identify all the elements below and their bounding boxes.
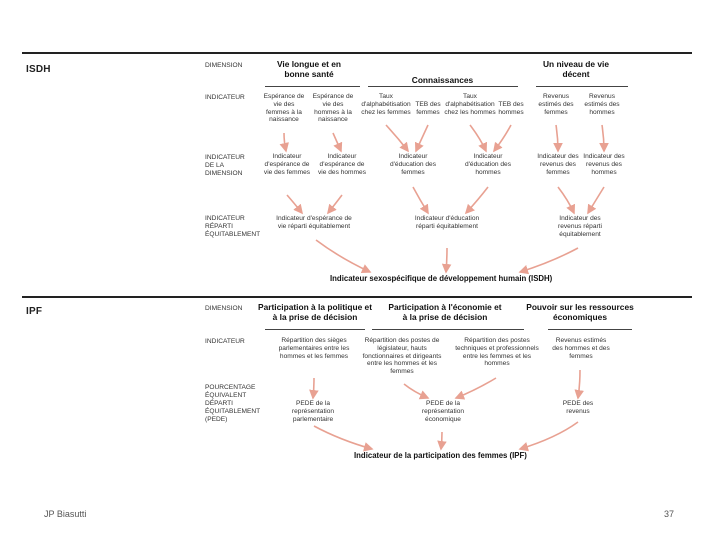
isdh-indicator-teb-hommes: TEB des hommes — [498, 101, 524, 116]
isdh-row-indicateur: INDICATEUR — [205, 94, 245, 101]
isdh-equal-esperance: Indicateur d'espérance de vie réparti équitablement — [276, 215, 352, 230]
isdh-section-label: ISDH — [26, 64, 51, 75]
isdh-indicator-alpha-hommes: Taux d'alphabétisation chez les hommes — [444, 93, 496, 116]
ipf-row-indicateur: INDICATEUR — [205, 338, 245, 345]
isdh-indicator-alpha-femmes: Taux d'alphabétisation chez les femmes — [361, 93, 411, 116]
isdh-row-indicateur-dimension: INDICATEUR DE LA DIMENSION — [205, 154, 245, 177]
isdh-final-indicator: Indicateur sexospécifique de développement humain (ISDH) — [330, 274, 553, 283]
isdh-dimension-niveau: Un niveau de vie décent — [542, 59, 610, 79]
isdh-indicator-revenus-femmes: Revenus estimés des femmes — [538, 93, 574, 116]
isdh-dimension-connaissances: Connaissances — [411, 75, 474, 85]
arrow-isdh-9 — [287, 195, 302, 213]
arrow-isdh-14 — [588, 187, 604, 213]
arrow-isdh-5 — [470, 125, 486, 151]
isdh-dim-revenus-hommes: Indicateur des revenus des hommes — [583, 153, 625, 176]
isdh-indicator-esperance-femmes: Espérance de vie des femmes à la naissance — [263, 93, 305, 124]
arrow-ipf-1 — [313, 378, 314, 398]
arrow-isdh-11 — [413, 187, 428, 213]
isdh-indicator-teb-femmes: TEB des femmes — [415, 101, 441, 116]
arrow-ipf-6 — [441, 432, 442, 449]
isdh-dim-education-femmes: Indicateur d'éducation des femmes — [390, 153, 436, 176]
arrow-isdh-1 — [284, 133, 286, 151]
ipf-row-dimension: DIMENSION — [205, 305, 243, 312]
arrow-isdh-4 — [416, 125, 428, 151]
arrow-ipf-4 — [578, 370, 580, 398]
arrow-isdh-10 — [328, 195, 342, 213]
isdh-row-indicateur-reparti: INDICATEUR RÉPARTI ÉQUITABLEMENT — [205, 215, 261, 238]
isdh-row-dimension: DIMENSION — [205, 62, 243, 69]
arrow-isdh-17 — [520, 248, 578, 272]
arrow-isdh-8 — [602, 125, 604, 151]
ipf-section-label: IPF — [26, 306, 43, 317]
ipf-pede-revenus: PEDE des revenus — [562, 400, 594, 415]
isdh-equal-revenus: Indicateur des revenus réparti équitablement — [558, 215, 602, 238]
arrow-ipf-3 — [456, 378, 496, 398]
arrow-isdh-2 — [333, 133, 341, 151]
ipf-indicator-legislateur: Répartition des postes de législateur, hauts fonctionnaires et dirigeants entre les hommes et les femmes — [362, 337, 442, 376]
isdh-dim-esperance-femmes: Indicateur d'espérance de vie des femmes — [263, 153, 311, 176]
ipf-indicator-sieges: Répartition des sièges parlementaires entre les hommes et les femmes — [278, 337, 350, 360]
arrow-isdh-12 — [466, 187, 488, 213]
ipf-pede-parlementaire: PEDE de la représentation parlementaire — [291, 400, 335, 423]
ipf-dimension-politique: Participation à la politique et à la prise de décision — [257, 302, 372, 322]
ipf-pede-economique: PEDE de la représentation économique — [421, 400, 465, 423]
arrow-ipf-5 — [314, 426, 372, 449]
arrow-isdh-16 — [446, 248, 447, 272]
arrow-ipf-7 — [520, 422, 578, 449]
arrow-isdh-3 — [386, 125, 408, 151]
isdh-dimension-vie: Vie longue et en bonne santé — [276, 59, 342, 79]
ipf-row-pede: POURCENTAGE ÉQUIVALENT DÉPARTI ÉQUITABLEMENT (PEDE) — [205, 384, 261, 423]
isdh-dim-education-hommes: Indicateur d'éducation des hommes — [465, 153, 511, 176]
ipf-indicator-revenus: Revenus estimés des hommes et des femmes — [552, 337, 610, 360]
ipf-dimension-pouvoir: Pouvoir sur les ressources économiques — [526, 302, 634, 322]
ipf-dimension-economie: Participation à l'économie et à la prise de décision — [388, 302, 502, 322]
isdh-indicator-esperance-hommes: Espérance de vie des hommes à la naissance — [312, 93, 354, 124]
arrow-isdh-6 — [494, 125, 511, 151]
arrow-isdh-7 — [556, 125, 558, 151]
isdh-indicator-revenus-hommes: Revenus estimés des hommes — [584, 93, 620, 116]
arrow-ipf-2 — [404, 384, 428, 398]
arrow-isdh-15 — [316, 240, 370, 272]
ipf-final-indicator: Indicateur de la participation des femmes (IPF) — [354, 451, 527, 460]
ipf-indicator-techniques: Répartition des postes techniques et professionnels entre les femmes et les hommes — [455, 337, 539, 368]
isdh-dim-esperance-hommes: Indicateur d'espérance de vie des hommes — [317, 153, 366, 176]
isdh-dim-revenus-femmes: Indicateur des revenus des femmes — [537, 153, 579, 176]
page-number: 37 — [664, 509, 675, 519]
arrow-isdh-13 — [558, 187, 574, 213]
footer-author: JP Biasutti — [44, 509, 87, 519]
isdh-equal-education: Indicateur d'éducation réparti équitablement — [414, 215, 480, 230]
